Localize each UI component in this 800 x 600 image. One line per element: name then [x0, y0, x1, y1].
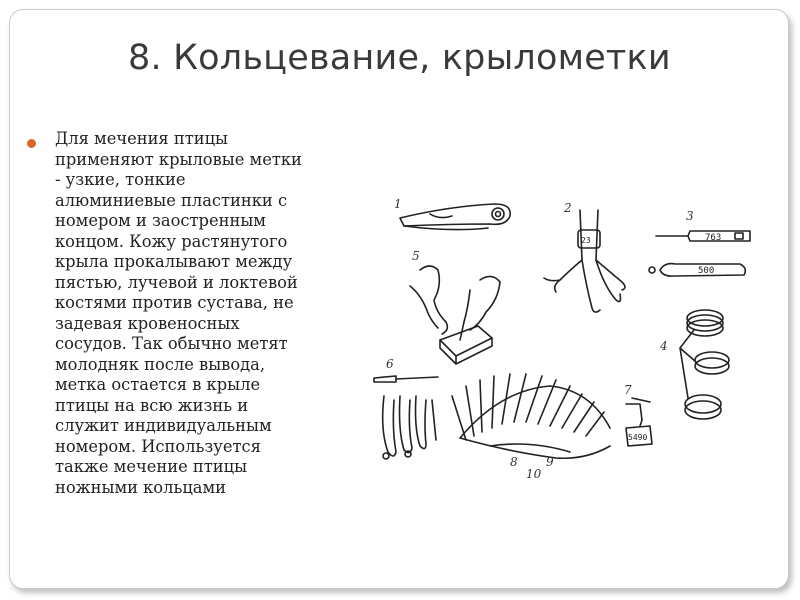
label-6: 6 — [386, 357, 394, 371]
leg-rings-drawing — [680, 310, 729, 419]
awl-and-hooks-drawing — [374, 376, 438, 459]
label-1: 1 — [394, 197, 402, 211]
tag-number-763: 763 — [705, 233, 722, 243]
body-paragraph: Для мечения птицы применяют крыловые метки - узкие, тонкие алюминиевые пластинки с номером и заостренным концом. Кожу растянутого крыла прокалывают между пястью, лучевой и локтевой костями против сустава, не задевая кровеносных сосудов. Так обычно метят молодняк после вывода, метка остается в крыле птицы на всю жизнь и служит индивидуальным номером. Используется также мечение птицы ножными кольцами — [55, 129, 302, 497]
fanned-wing-drawing — [452, 374, 610, 458]
ring-number-23: 23 — [581, 236, 591, 245]
label-7: 7 — [624, 383, 632, 397]
label-10: 10 — [526, 467, 542, 481]
label-9: 9 — [546, 455, 554, 469]
label-5: 5 — [412, 249, 420, 263]
label-4: 4 — [660, 339, 668, 353]
label-3: 3 — [686, 209, 694, 223]
bullet-marker — [27, 139, 36, 148]
label-2: 2 — [564, 201, 572, 215]
slide-title: 8. Кольцевание, крылометки — [128, 38, 671, 78]
hands-punching-drawing — [410, 266, 500, 364]
pliers-drawing — [400, 204, 510, 230]
tag-number-5490: 5490 — [628, 433, 648, 442]
bird-leg-drawing — [544, 210, 625, 312]
tagging-tools-illustration — [360, 190, 800, 490]
label-8: 8 — [510, 455, 518, 469]
tag-number-500: 500 — [698, 266, 715, 276]
